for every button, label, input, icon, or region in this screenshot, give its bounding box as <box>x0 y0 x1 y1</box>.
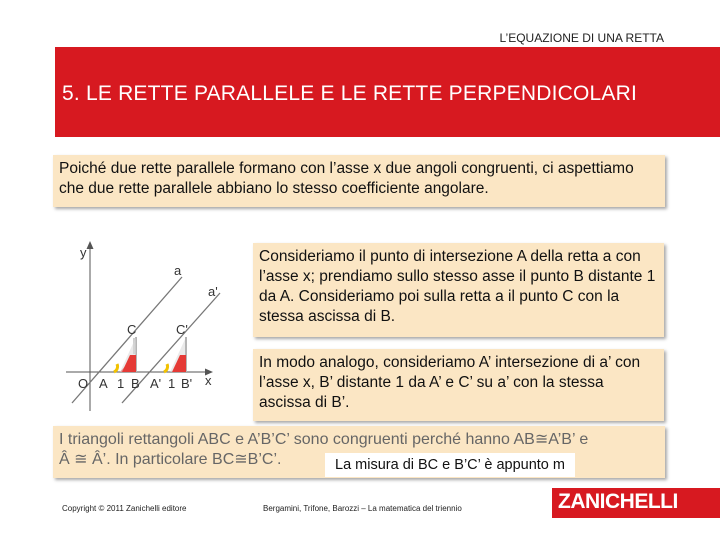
authors-text: Bergamini, Trifone, Barozzi – La matematica del triennio <box>263 504 462 513</box>
label-x: x <box>205 373 212 388</box>
label-a-prime: a' <box>208 284 218 299</box>
congruence-line-2: Â ≅ Â’. In particolare BC≅B’C’. <box>59 451 282 468</box>
label-b: B <box>131 376 140 391</box>
copyright-text: Copyright © 2011 Zanichelli editore <box>62 504 187 513</box>
line-a <box>72 277 182 403</box>
publisher-logo-text: ZANICHELLI <box>558 490 678 513</box>
paragraph-point-aprime: In modo analogo, consideriamo A’ intersezione di a’ con l’asse x, B’ distante 1 da A’ e C’ su a’ con la stessa ascissa di B’. <box>253 349 664 421</box>
label-one-1: 1 <box>117 376 125 391</box>
congruence-line-1: I triangoli rettangoli ABC e A’B’C’ sono congruenti perché hanno AB≅A’B’ e <box>59 431 589 448</box>
label-one-2: 1 <box>168 376 176 391</box>
paragraph-congruence <box>53 426 665 478</box>
angle-aprime-marker <box>164 364 168 372</box>
angle-a-marker <box>114 364 118 372</box>
slide-title: 5. LE RETTE PARALLELE E LE RETTE PERPENDICOLARI <box>62 82 638 105</box>
conclusion-text: La misura di BC e B’C’ è appunto m <box>325 453 575 477</box>
label-c-prime: C' <box>176 322 188 337</box>
label-o: O <box>78 376 89 391</box>
label-c: C <box>127 322 137 337</box>
paragraph-point-abc: Consideriamo il punto di intersezione A della retta a con l’asse x; prendiamo sullo stesso asse il punto B distante 1 da A. Consideriamo poi sulla retta a il punto C con la stessa ascissa di B. <box>253 243 664 337</box>
label-a-point-prime: A' <box>150 376 162 391</box>
label-b-prime: B' <box>181 376 193 391</box>
parallel-lines-figure <box>60 233 235 413</box>
label-a-point: A <box>99 376 108 391</box>
chapter-title: L’EQUAZIONE DI UNA RETTA <box>499 31 664 45</box>
intro-box: Poiché due rette parallele formano con l’asse x due angoli congruenti, ci aspettiamo che due rette parallele abbiano lo stesso coefficiente angolare. <box>53 155 665 207</box>
label-a: a <box>174 263 182 278</box>
y-axis-arrow <box>87 241 94 249</box>
label-y: y <box>80 245 87 260</box>
